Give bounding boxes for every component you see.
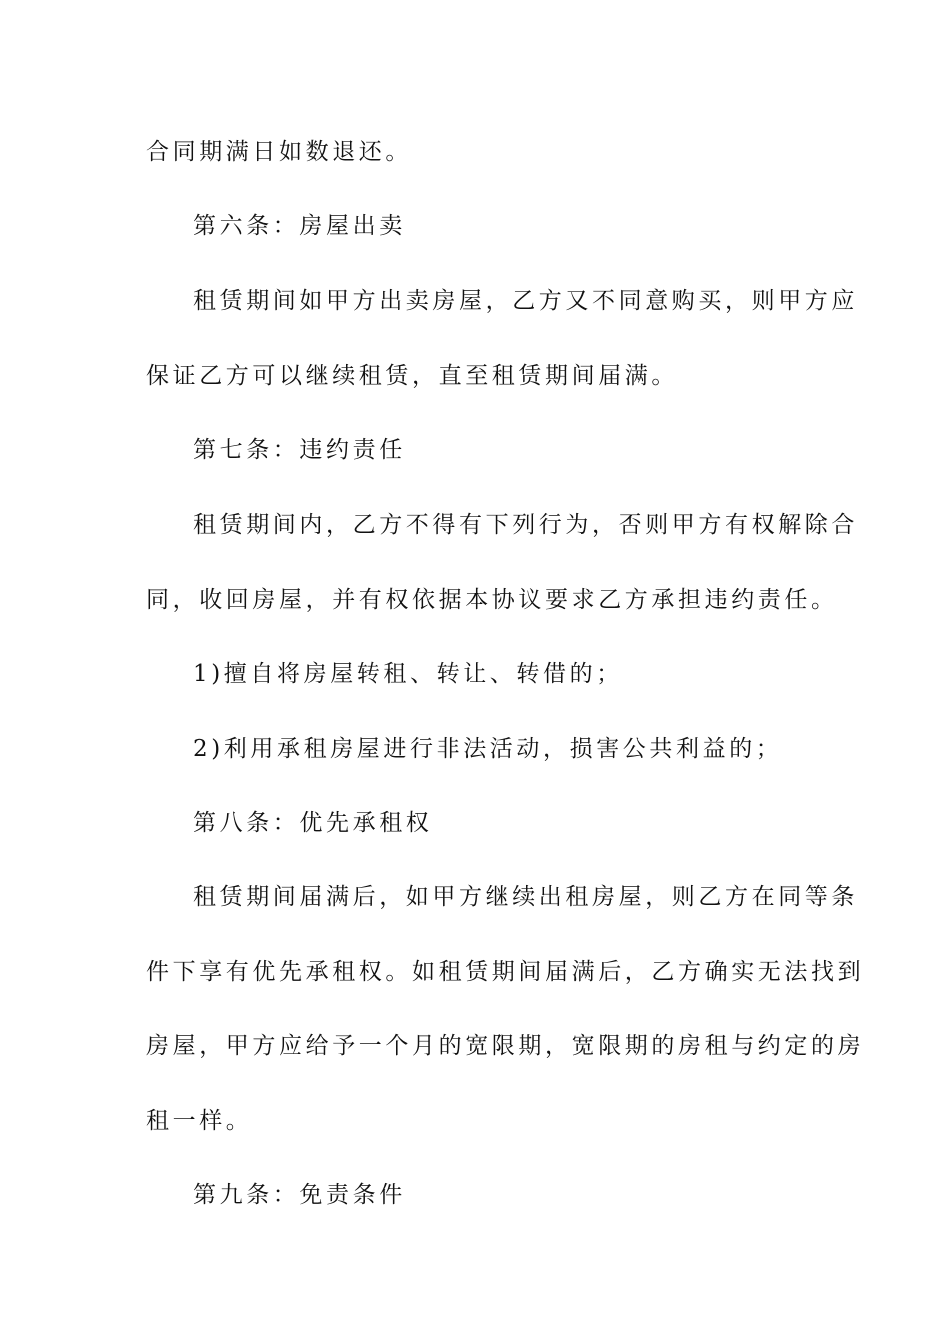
paragraph-line: 租赁期间届满后，如甲方继续出租房屋，则乙方在同等条 [193,884,858,910]
section-heading-9: 第九条：免责条件 [193,1182,406,1208]
section-heading-6: 第六条：房屋出卖 [193,213,406,239]
paragraph-line: 租赁期间如甲方出卖房屋，乙方又不同意购买，则甲方应 [193,288,858,314]
paragraph-line: 合同期满日如数退还。 [146,139,412,165]
list-item-1: 1)擅自将房屋转租、转让、转借的； [193,661,623,687]
paragraph-line: 房屋，甲方应给予一个月的宽限期，宽限期的房租与约定的房 [146,1033,865,1059]
section-heading-7: 第七条：违约责任 [193,437,406,463]
paragraph-line: 同，收回房屋，并有权依据本协议要求乙方承担违约责任。 [146,587,838,613]
section-heading-8: 第八条：优先承租权 [193,810,433,836]
paragraph-line: 件下享有优先承租权。如租赁期间届满后，乙方确实无法找到 [146,959,865,985]
paragraph-line: 租一样。 [146,1108,253,1134]
paragraph-line: 保证乙方可以继续租赁，直至租赁期间届满。 [146,363,678,389]
paragraph-line: 租赁期间内，乙方不得有下列行为，否则甲方有权解除合 [193,512,858,538]
list-item-2: 2)利用承租房屋进行非法活动，损害公共利益的； [193,736,783,762]
